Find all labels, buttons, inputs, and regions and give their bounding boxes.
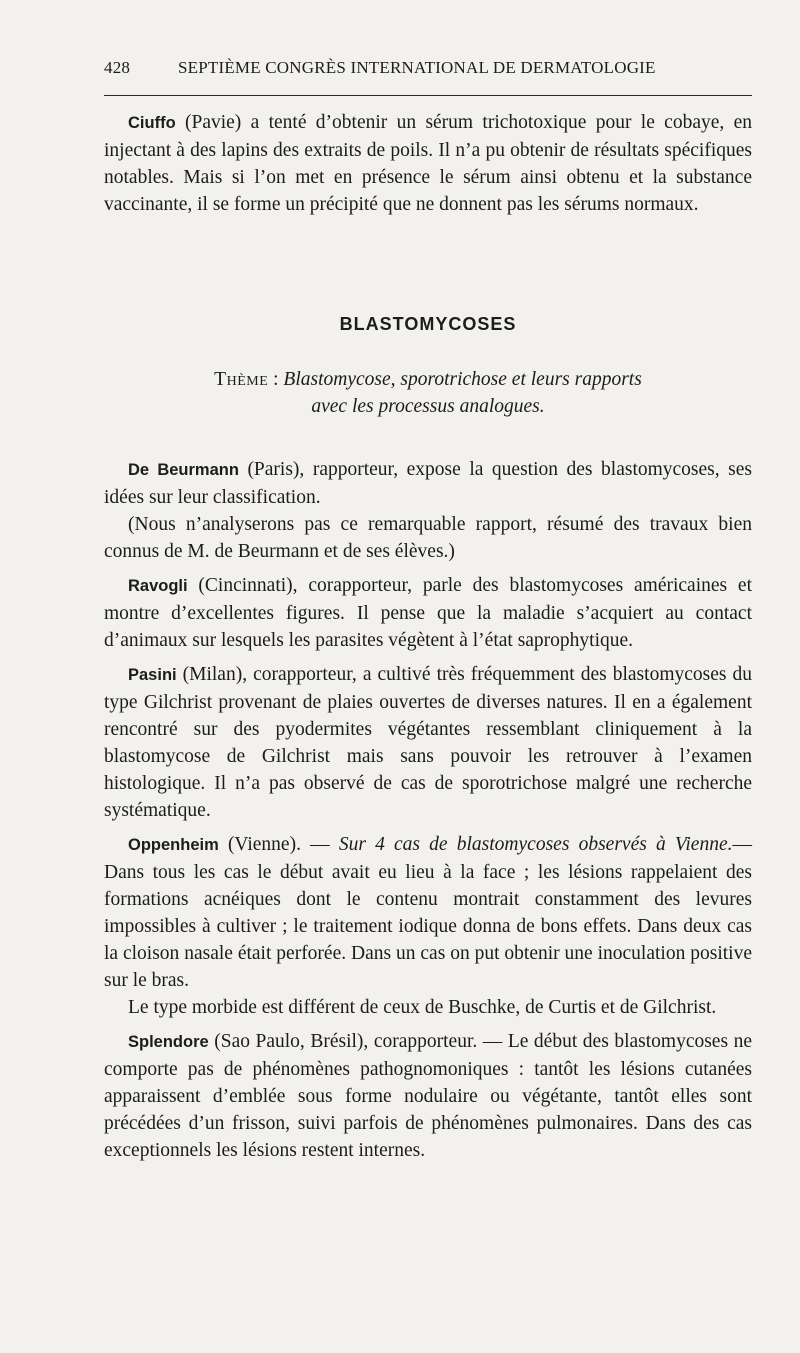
paragraph-text: (Paris), rapporteur, expose la question des blastomycoses, ses idées sur leur classification. — [104, 459, 752, 508]
running-title: SEPTIÈME CONGRÈS INTERNATIONAL DE DERMATOLOGIE — [178, 58, 656, 77]
paragraph-splendore — [104, 1028, 752, 1164]
section-title: BLASTOMYCOSES — [339, 314, 517, 334]
reports-block — [104, 456, 752, 1164]
theme-line-2 — [104, 393, 752, 420]
author-name: Ravogli — [128, 577, 188, 595]
paragraph-oppenheim — [104, 831, 752, 994]
author-name: Oppenheim — [128, 836, 219, 854]
paragraph-text: (Pavie) a tenté d’obtenir un sérum trichotoxique pour le cobaye, en injectant à des lapins des extraits de poils. Il n’a pu obtenir de résultats spécifiques notables. Mais si l’on met en présence le sérum ainsi obtenu et la substance vaccinante, il se forme un précipité que ne donnent pas les sérums normaux. — [104, 112, 752, 215]
theme-separator: : — [268, 369, 284, 390]
author-name: Ciuffo — [128, 114, 176, 132]
section-theme — [104, 366, 752, 420]
paragraph-text: (Milan), corapporteur, a cultivé très fréquemment des blastomycoses du type Gilchrist provenant de plaies ouvertes de diverses natures. Il en a également rencontré sur des pyodermites végétantes ressemblant cliniquement à la blastomycose de Gilchrist mais sans pouvoir les retrouver à l’examen histologique. Il n’a pas observé de cas de sporotrichose malgré une recherche systématique. — [104, 664, 752, 821]
header-rule — [104, 95, 752, 96]
intro-block — [104, 109, 752, 218]
paragraph-ravogli — [104, 572, 752, 654]
paragraph-ciuffo — [104, 109, 752, 218]
paragraph-beurmann-note: (Nous n’analyserons pas ce remarquable rapport, résumé des travaux bien connus de M. de Beurmann et de ses élèves.) — [104, 514, 752, 562]
page-number: 428 — [104, 58, 131, 77]
author-name: Splendore — [128, 1033, 209, 1051]
theme-line-1 — [104, 366, 752, 393]
theme-title-part-1: Blastomycose, sporotrichose et leurs rapports — [283, 369, 642, 390]
running-head — [104, 58, 752, 84]
paragraph-oppenheim-note: Le type morbide est différent de ceux de Buschke, de Curtis et de Gilchrist. — [128, 997, 717, 1018]
author-name: De Beurmann — [128, 461, 239, 479]
paragraph-text: — Dans tous les cas le début avait eu lieu à la face ; les lésions rappelaient des formations acnéiques dont le contenu montrait constamment des levures impossibles à cultiver ; le traitement iodique donna de bons effets. Dans deux cas la cloison nasale était perforée. Dans un cas on put obtenir une inoculation positive sur le bras. — [104, 834, 752, 991]
theme-label: Thème — [214, 369, 269, 390]
theme-title-part-2: avec les processus analogues. — [311, 396, 545, 417]
author-name: Pasini — [128, 666, 177, 684]
communication-title: Sur 4 cas de blastomycoses observés à Vienne. — [338, 834, 733, 855]
paragraph-beurmann — [104, 456, 752, 511]
paragraph-text: (Cincinnati), corapporteur, parle des blastomycoses américaines et montre d’excellentes figures. Il pense que la maladie s’acquiert au contact d’animaux sur lesquels les parasites végètent à l’état saprophytique. — [104, 575, 752, 651]
paragraph-pasini — [104, 661, 752, 824]
paragraph-text: (Sao Paulo, Brésil), corapporteur. — Le début des blastomycoses ne comporte pas de phénomènes pathognomoniques : tantôt les lésions cutanées apparaissent d’emblée sous forme nodulaire ou végétante, tantôt elles sont précédées d’un frisson, suivi parfois de phénomènes pulmonaires. Dans des cas exceptionnels les lésions restent internes. — [104, 1031, 752, 1161]
author-place: (Vienne). — — [218, 834, 339, 855]
